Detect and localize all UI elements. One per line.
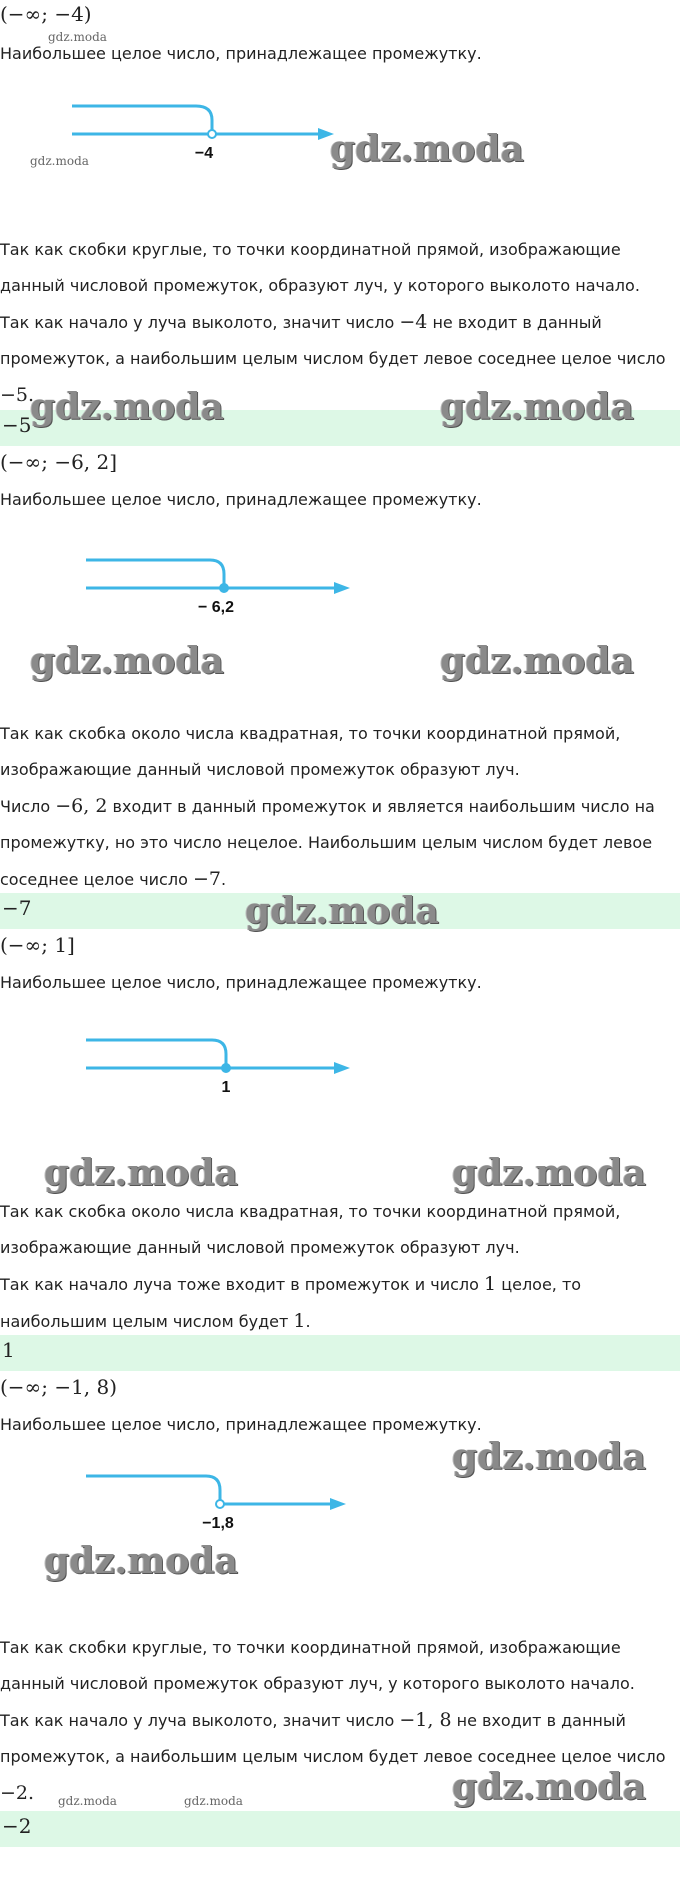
explanation-line: промежутку, но это число нецелое. Наибольшим целым числом будет левое [0,833,653,852]
explanation-text [0,1194,678,1340]
answer-value: −7 [2,896,32,920]
explanation-line: соседнее целое число −7. [0,868,227,890]
watermark: gdz.moda [245,890,439,932]
task-prompt: Наибольшее целое число, принадлежащее промежутку. [0,44,482,63]
watermark: gdz.moda [452,1436,646,1478]
explanation-line: −2. [0,1782,35,1804]
explanation-line: Так как начало у луча выколото, значит число −1, 8 не входит в данный [0,1709,626,1731]
interval-expression: (−∞; −6, 2] [0,450,118,474]
explanation-line: данный числовой промежуток, образуют луч, у которого выколото начало. [0,276,640,295]
watermark: gdz.moda [452,1766,646,1808]
watermark-small: gdz.moda [58,1794,117,1808]
explanation-line: −5. [0,384,35,406]
watermark-small: gdz.moda [48,30,107,44]
explanation-line: наибольшим целым числом будет 1. [0,1310,311,1332]
watermark-small: gdz.moda [30,154,89,168]
number-ray-diagram [0,1464,360,1534]
explanation-line: Так как начало луча тоже входит в промежуток и число 1 целое, то [0,1273,582,1295]
watermark: gdz.moda [452,1152,646,1194]
watermark: gdz.moda [44,1152,238,1194]
watermark: gdz.moda [30,640,224,682]
task-prompt: Наибольшее целое число, принадлежащее промежутку. [0,1415,482,1434]
ray-point-label: −1,8 [202,1515,234,1532]
answer-value: −5 [2,413,32,437]
number-ray-diagram [0,546,360,616]
answer-box [0,1811,680,1847]
explanation-line: Так как скобка около числа квадратная, то точки координатной прямой, [0,724,621,743]
explanation-text [0,716,678,898]
watermark: gdz.moda [30,386,224,428]
interval-expression: (−∞; 1] [0,933,75,957]
interval-expression: (−∞; −1, 8) [0,1375,118,1399]
explanation-line: Так как скобка около числа квадратная, то точки координатной прямой, [0,1202,621,1221]
watermark: gdz.moda [440,386,634,428]
explanation-line: Так как начало у луча выколото, значит число −4 не входит в данный [0,311,602,333]
explanation-line: промежуток, а наибольшим целым числом будет левое соседнее целое число [0,1747,666,1766]
ray-point-label: −4 [194,145,214,162]
answer-box [0,1335,680,1371]
task-prompt: Наибольшее целое число, принадлежащее промежутку. [0,490,482,509]
task-prompt: Наибольшее целое число, принадлежащее промежутку. [0,973,482,992]
watermark-small: gdz.moda [184,1794,243,1808]
ray-point-label: − 6,2 [197,599,235,616]
watermark: gdz.moda [330,128,524,170]
explanation-line: промежуток, а наибольшим целым числом будет левое соседнее целое число [0,349,666,368]
explanation-line: Число −6, 2 входит в данный промежуток и является наибольшим число на [0,795,655,817]
explanation-line: Так как скобки круглые, то точки координатной прямой, изображающие [0,240,621,259]
explanation-line: изображающие данный числовой промежуток образуют луч. [0,760,520,779]
number-ray-diagram [0,1026,360,1096]
interval-expression: (−∞; −4) [0,2,92,26]
watermark: gdz.moda [440,640,634,682]
answer-value: −2 [2,1814,32,1838]
explanation-line: изображающие данный числовой промежуток образуют луч. [0,1238,520,1257]
ray-point-label: 1 [221,1079,231,1096]
explanation-line: данный числовой промежуток образуют луч, у которого выколото начало. [0,1674,635,1693]
explanation-line: Так как скобки круглые, то точки координатной прямой, изображающие [0,1638,621,1657]
answer-value: 1 [2,1338,15,1362]
watermark: gdz.moda [44,1540,238,1582]
